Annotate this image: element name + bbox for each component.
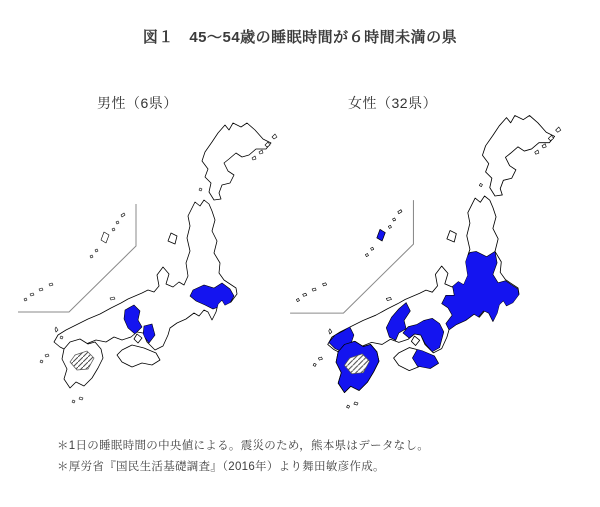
map-label-women: 女性（32県）: [348, 95, 438, 111]
footnote-line-2: ＊厚労省『国民生活基礎調査』（2016年）より舞田敏彦作成。: [57, 461, 385, 473]
highlight-okinawa: [377, 229, 385, 241]
japan-map-women: [290, 104, 562, 449]
footnote-line-1: ＊1日の睡眠時間の中央値による。震災のため，熊本県はデータなし。: [57, 440, 430, 452]
figure-title: 図１ 45～54歳の睡眠時間が６時間未満の県: [142, 29, 458, 46]
japan-map-men: [18, 112, 278, 442]
highlight-east-honshu-mass: [442, 251, 519, 329]
japan-outline: [18, 123, 277, 403]
map-label-men: 男性（6県）: [97, 95, 178, 111]
footnotes: [57, 436, 429, 478]
